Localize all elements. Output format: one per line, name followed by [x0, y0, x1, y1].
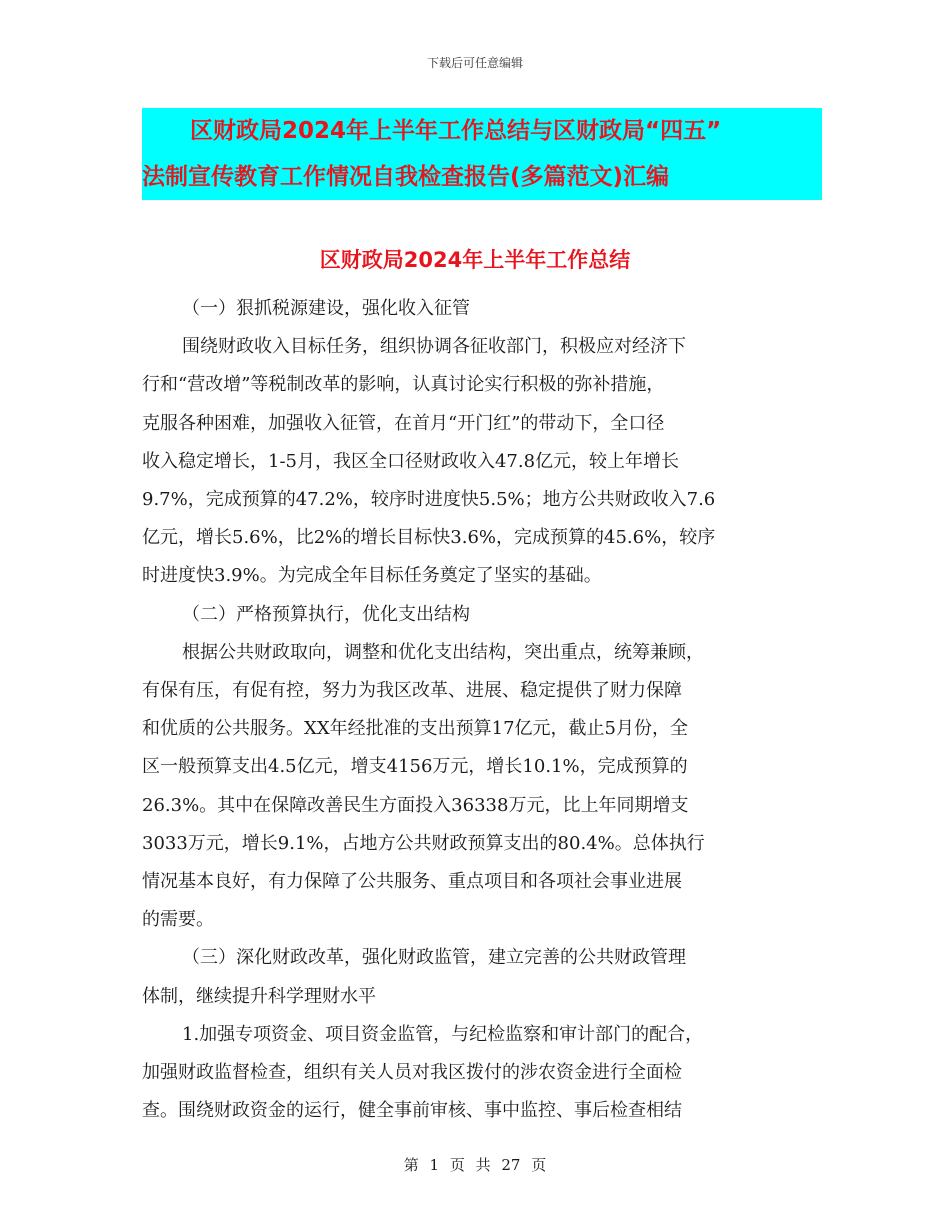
- paragraph-line: 收入稳定增长，1-5月，我区全口径财政收入47.8亿元，较上年增长: [142, 450, 680, 472]
- heading-3-continuation: 体制，继续提升科学理财水平: [142, 985, 376, 1007]
- paragraph-line: 有保有压，有促有控，努力为我区改革、进展、稳定提供了财力保障: [142, 680, 682, 702]
- document-title-line-2: 法制宣传教育工作情况自我检查报告(多篇范文)汇编: [142, 154, 822, 200]
- paragraph-line: 亿元，增长5.6%，比2%的增长目标快3.6%，完成预算的45.6%，较序: [142, 527, 716, 549]
- paragraph-line: 行和“营改增”等税制改革的影响，认真讨论实行积极的弥补措施，: [142, 374, 665, 396]
- paragraph-line: 时进度快3.9%。为完成全年目标任务奠定了坚实的基础。: [142, 565, 602, 587]
- paragraph-line: 克服各种困难，加强收入征管，在首月“开门红”的带动下，全口径: [142, 412, 665, 434]
- paragraph-line: 9.7%，完成预算的47.2%，较序时进度快5.5%；地方公共财政收入7.6: [142, 489, 716, 511]
- paragraph-line: 和优质的公共服务。XX年经批准的支出预算17亿元，截止5月份，全: [142, 718, 688, 740]
- document-title-line-1: 区财政局2024年上半年工作总结与区财政局“四五”: [142, 108, 822, 154]
- heading-3: （三）深化财政改革，强化财政监管，建立完善的公共财政管理: [182, 947, 686, 969]
- heading-1: （一）狠抓税源建设，强化收入征管: [182, 298, 470, 319]
- heading-2: （二）严格预算执行，优化支出结构: [182, 603, 470, 625]
- header-note: 下载后可任意编辑: [426, 56, 523, 70]
- paragraph-line: 3033万元，增长9.1%，占地方公共财政预算支出的80.4%。总体执行: [142, 832, 705, 854]
- paragraph-line: 围绕财政收入目标任务，组织协调各征收部门，积极应对经济下: [182, 336, 686, 358]
- paragraph-line: 1.加强专项资金、项目资金监管，与纪检监察和审计部门的配合，: [182, 1023, 704, 1045]
- paragraph-line: 区一般预算支出4.5亿元，增支4156万元，增长10.1%，完成预算的: [142, 756, 688, 778]
- paragraph-line: 查。围绕财政资金的运行，健全事前审核、事中监控、事后检查相结: [142, 1100, 682, 1122]
- paragraph-line: 26.3%。其中在保障改善民生方面投入36338万元，比上年同期增支: [142, 794, 689, 816]
- section-title: 区财政局2024年上半年工作总结: [319, 248, 631, 272]
- document-title: [142, 108, 822, 200]
- page-number-footer: 第 1 页 共 27 页: [403, 1156, 547, 1174]
- body-text: [142, 290, 822, 1130]
- paragraph-line: 情况基本良好，有力保障了公共服务、重点项目和各项社会事业进展: [142, 871, 682, 893]
- paragraph-line: 的需要。: [142, 909, 214, 931]
- paragraph-line: 加强财政监督检查，组织有关人员对我区拨付的涉农资金进行全面检: [142, 1062, 682, 1084]
- paragraph-line: 根据公共财政取向，调整和优化支出结构，突出重点，统筹兼顾，: [182, 641, 704, 663]
